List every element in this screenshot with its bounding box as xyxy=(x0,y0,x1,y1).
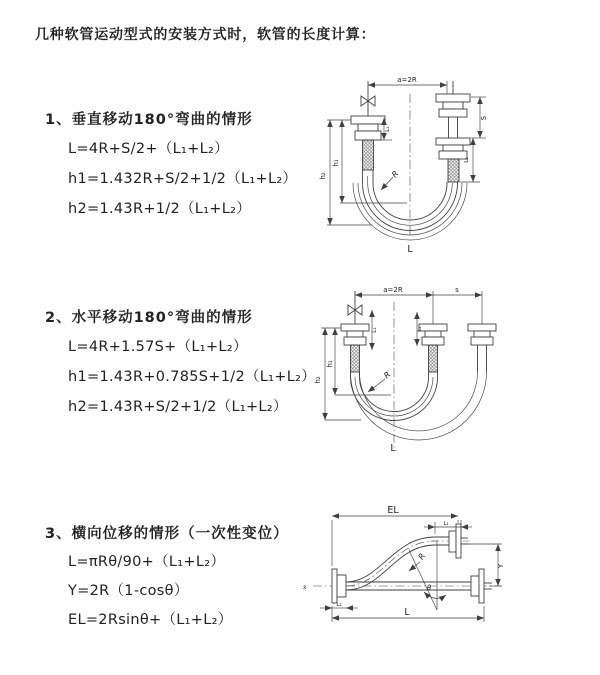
dim-label-l2: L₂ xyxy=(464,157,470,163)
dim-label-h1: h₁ xyxy=(332,159,340,167)
radius-leader xyxy=(368,379,385,392)
page-title: 几种软管运动型式的安装方式时，软管的长度计算： xyxy=(35,27,376,43)
dim-label-h1: h₁ xyxy=(326,360,334,368)
dim-label-l1: L₁ xyxy=(443,521,449,527)
section-3-formula-Y: Y=2R（1-cosθ） xyxy=(68,583,189,599)
hose-u-bends xyxy=(351,369,487,440)
left-flange xyxy=(332,569,346,603)
dim-label-length: L xyxy=(404,607,410,618)
section-2-formula-h2: h2=1.43R+S/2+1/2（L₁+L₂） xyxy=(68,399,288,415)
dim-label-l2: L₂ xyxy=(417,326,423,332)
dim-label-l1: L₁ xyxy=(372,327,378,333)
diagram-vertical-180-bend xyxy=(310,70,600,260)
section-3-heading: 3、横向位移的情形（一次性变位） xyxy=(45,526,289,542)
dim-label-theta: θ xyxy=(426,584,432,592)
dim-label-l1: L₁ xyxy=(385,126,391,132)
centerline-mark: x̄ xyxy=(303,585,307,591)
right-hose-fitting xyxy=(436,81,470,182)
dim-label-a2r: a=2R xyxy=(397,76,417,84)
dim-label-radius: R xyxy=(382,369,393,381)
section-3-formula-L: L=πRθ/90+（L₁+L₂） xyxy=(68,554,226,570)
dim-label-shift: s xyxy=(455,286,459,294)
section-1-formula-h2: h2=1.43R+1/2（L₁+L₂） xyxy=(68,201,252,217)
dim-label-h2: h₂ xyxy=(314,376,322,384)
section-1-heading: 1、垂直移动180°弯曲的情形 xyxy=(45,112,253,128)
dim-label-a2r: a=2R xyxy=(383,286,403,294)
top-dimensions xyxy=(355,291,482,324)
dim-label-radius: R xyxy=(416,551,428,562)
section-1-formula-h1: h1=1.432R+S/2+1/2（L₁+L₂） xyxy=(68,171,298,187)
dim-label-el: EL xyxy=(387,505,399,516)
section-2-formula-L: L=4R+1.57S+（L₁+L₂） xyxy=(68,339,248,355)
dim-label-h2: h₂ xyxy=(319,172,327,180)
dim-label-y: Y xyxy=(497,563,505,569)
section-1-formula-L: L=4R+S/2+（L₁+L₂） xyxy=(68,141,229,157)
diagram-lateral-displacement xyxy=(295,500,600,650)
dim-label-radius: R xyxy=(390,169,401,180)
angle-construction xyxy=(409,540,446,610)
middle-hose-fitting xyxy=(419,324,447,372)
lower-right-flange xyxy=(471,569,492,603)
dim-label-l2: L₂ xyxy=(336,602,342,608)
section-2-formula-h1: h1=1.43R+0.785S+1/2（L₁+L₂） xyxy=(68,369,317,385)
section-2-heading: 2、水平移动180°弯曲的情形 xyxy=(45,310,253,326)
dim-label-length: L xyxy=(407,244,413,255)
dim-label-s: S xyxy=(480,115,488,121)
left-hose-fitting xyxy=(351,116,385,170)
displaced-hose-fitting xyxy=(468,324,496,372)
radius-leader xyxy=(381,177,393,190)
dim-label-length: L xyxy=(390,443,396,454)
left-hose-fitting xyxy=(341,324,369,372)
el-dimension xyxy=(332,516,458,566)
section-3-formula-EL: EL=2Rsinθ+（L₁+L₂） xyxy=(68,612,233,628)
diagram-horizontal-180-bend xyxy=(305,280,600,465)
